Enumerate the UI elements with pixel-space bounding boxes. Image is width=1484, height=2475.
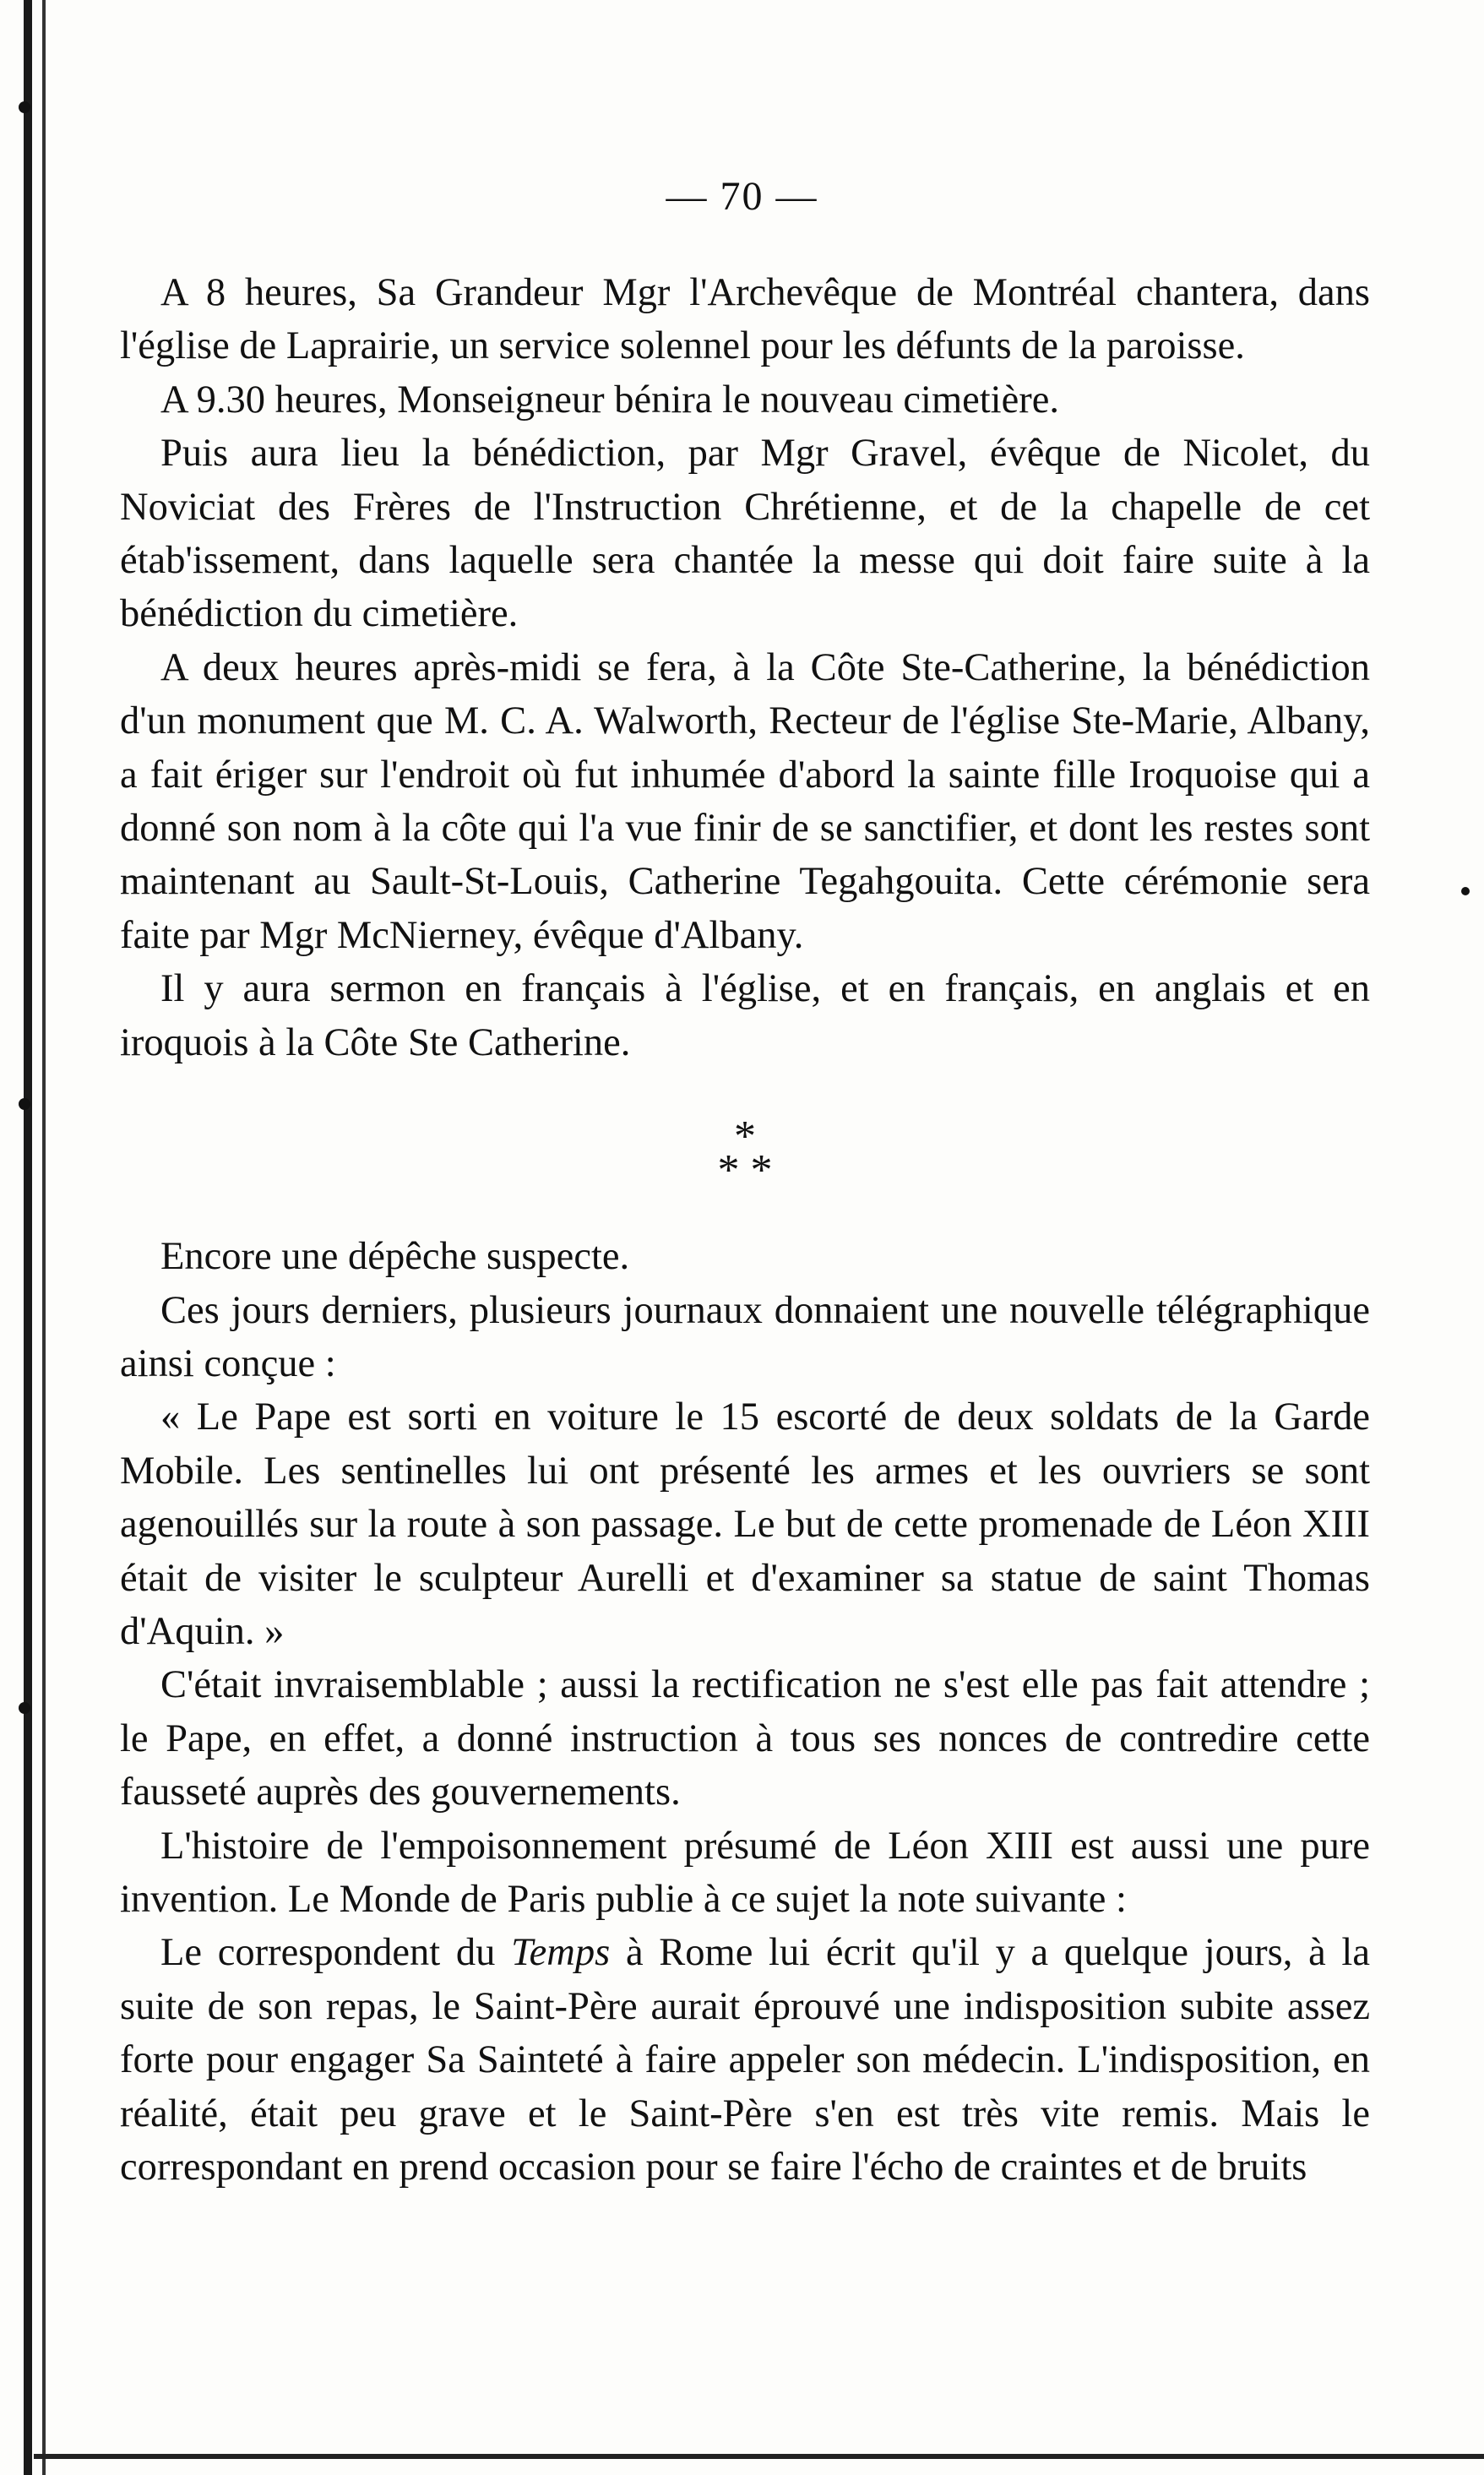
paragraph: L'histoire de l'empoisonnement présumé de Léon XIII est aussi une pure invention. Le Monde de Paris publie à ce sujet la note suivante : (120, 1824, 1370, 1921)
asterism-separator (120, 1069, 1370, 1230)
binding-edge-inner (42, 0, 46, 2475)
asterism-top: * (734, 1112, 756, 1161)
paragraph: Ces jours derniers, plusieurs journaux donnaient une nouvelle télégraphique ainsi conçue : (120, 1288, 1370, 1385)
paragraph: A deux heures après-midi se fera, à la Côte Ste-Catherine, la bénédiction d'un monument que M. C. A. Walworth, Recteur de l'église Ste-Marie, Albany, a fait ériger sur l'endroit où fut inhumée d'abord la sainte fille Iroquoise qui a donné son nom à la côte qui l'a vue finir de se sanctifier, et dont les restes sont maintenant au Sault-St-Louis, Catherine Tegahgouita. Cette cérémonie sera faite par Mgr McNierney, évêque d'Albany. (120, 645, 1370, 957)
newspaper-title: Temps (511, 1931, 611, 1975)
paragraph-text: Le correspondent du (160, 1931, 512, 1975)
asterism-bottom: * * (717, 1146, 773, 1195)
paragraph: Il y aura sermon en français à l'église, et en français, en anglais et en iroquois à la Côte Ste Catherine. (120, 967, 1370, 1064)
scan-speck (19, 101, 30, 113)
paragraph: A 8 heures, Sa Grandeur Mgr l'Archevêque de Montréal chantera, dans l'église de Laprairie, un service solennel pour les défunts de la paroisse. (120, 271, 1370, 368)
paragraph (120, 1926, 1370, 2194)
body-text (120, 266, 1370, 2194)
paragraph-text: à Rome lui écrit qu'il y a quelque jours, à la suite de son repas, le Saint-Père aurait éprouvé une indisposition subite assez forte pour engager Sa Sainteté à faire appeler son médecin. L'indisposition, en réalité, était peu grave et le Saint-Père s'en est très vite remis. Mais le correspondant en prend occasion pour se faire l'écho de craintes et de bruits (120, 1931, 1370, 2189)
paragraph: C'était invraisemblable ; aussi la rectification ne s'est elle pas fait attendre ; le Pape, en effet, a donné instruction à tous ses nonces de contredire cette fausseté auprès des gouvernements. (120, 1663, 1370, 1814)
scan-speck (19, 1702, 30, 1714)
scan-speck (19, 1098, 30, 1110)
binding-edge (24, 0, 32, 2475)
paragraph: Encore une dépêche suspecte. (160, 1235, 630, 1279)
page-number: — 70 — (666, 174, 818, 219)
quoted-paragraph: « Le Pape est sorti en voiture le 15 escorté de deux soldats de la Garde Mobile. Les sentinelles lui ont présenté les armes et les ouvriers se sont agenouillés sur la route à son passage. Le but de cette promenade de Léon XIII était de visiter le sculpteur Aurelli et d'examiner sa statue de saint Thomas d'Aquin. » (120, 1395, 1370, 1653)
paragraph: Puis aura lieu la bénédiction, par Mgr Gravel, évêque de Nicolet, du Noviciat des Frères de l'Instruction Chrétienne, et de la chapelle de cet étab'issement, dans laquelle sera chantée la messe qui doit faire suite à la bénédiction du cimetière. (120, 432, 1370, 636)
scan-speck (1461, 887, 1470, 895)
paragraph: A 9.30 heures, Monseigneur bénira le nouveau cimetière. (160, 378, 1059, 422)
bottom-rule (34, 2454, 1484, 2459)
